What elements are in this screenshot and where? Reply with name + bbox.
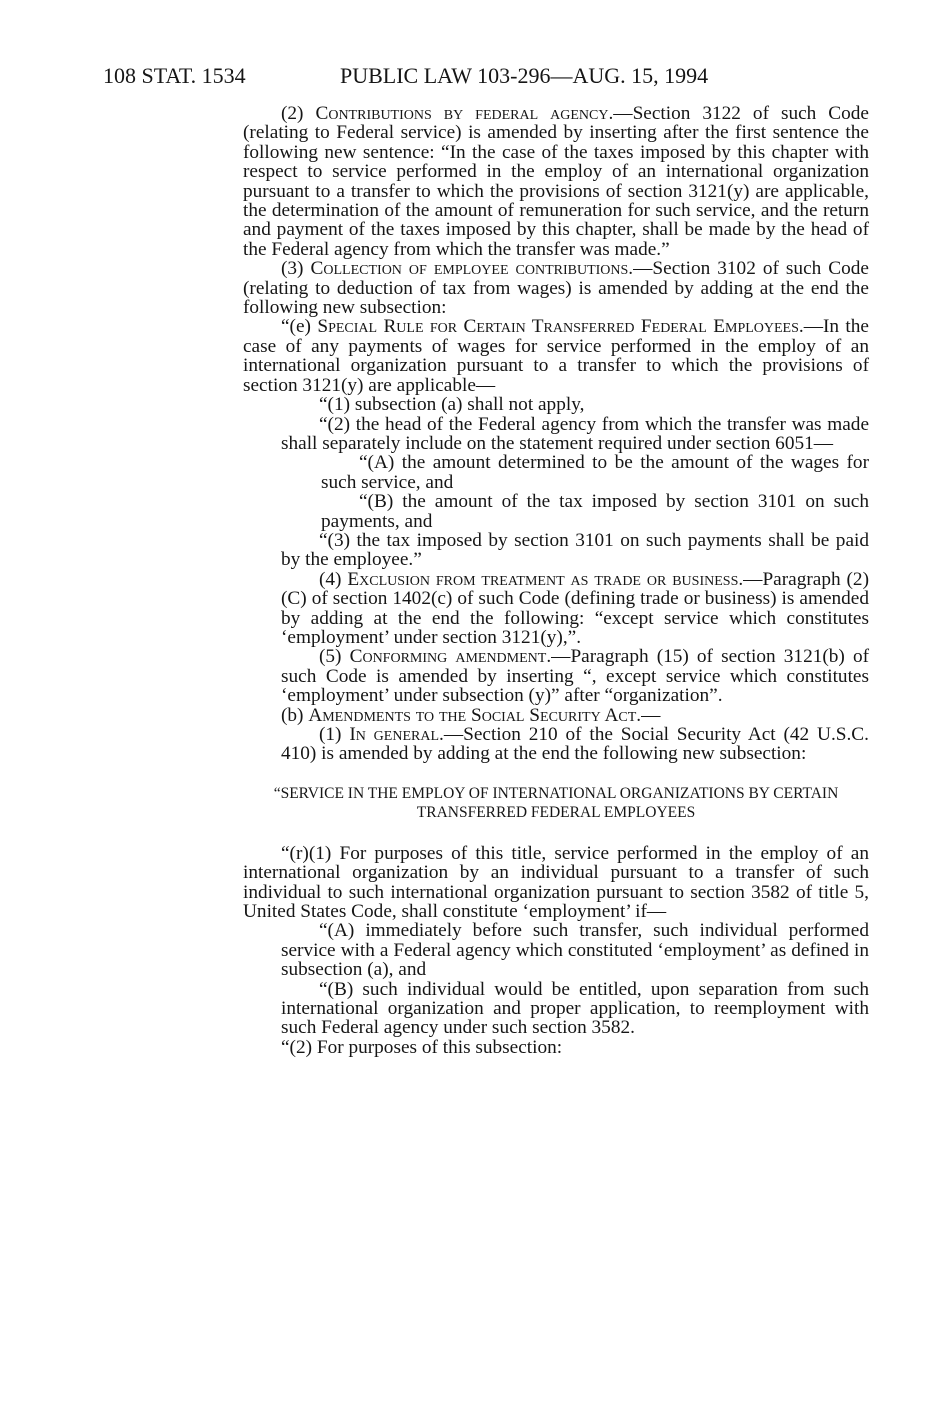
subsection-e-item-1: “(1) subsection (a) shall not apply, xyxy=(319,394,585,416)
subsection-b: (b) Amendments to the Social Security Act.— xyxy=(281,704,661,726)
subsection-r-2: “(2) For purposes of this subsection: xyxy=(281,1036,563,1058)
subsection-r-1: “(r)(1) For purposes of this title, service performed in the employ of an international organization by an individual pursuant to a transfer of such individual to such international organization pursuant to section 3582 of title 5, United States Code, shall constitute ‘employment’ if— xyxy=(243,842,869,923)
paragraph-2: (2) Contributions by federal agency.—Section 3122 of such Code (relating to Federal service) is amended by inserting after the first sentence the following new sentence: “In the case of the taxes imposed by this chapter with respect to service performed in the employ of an international organization pursuant to a transfer to which the provisions of section 3121(y) are applicable, the determination of the amount of remuneration for such service, and the return and payment of the taxes imposed by this chapter, shall be made by the head of the Federal agency from which the transfer was made.” xyxy=(243,103,869,260)
stat-page-reference: 108 STAT. 1534 xyxy=(103,63,246,88)
paragraph-5: (5) Conforming amendment.—Paragraph (15) of section 3121(b) of such Code is amended by inserting “, except service which constitutes ‘employment’ under subsection (y)” after “organization”. xyxy=(281,646,869,707)
paragraph-4: (4) Exclusion from treatment as trade or business.—Paragraph (2)(C) of section 1402(c) of such Code (defining trade or business) is amended by adding at the end the following: “except service which constitutes ‘employment’ under section 3121(y),”. xyxy=(281,568,869,648)
subsection-e: “(e) Special Rule for Certain Transferred Federal Employees.—In the case of any payments of wages for service performed in the employ of an international organization pursuant to a transfer to which the provisions of section 3121(y) are applicable— xyxy=(243,316,869,396)
subsection-r-1A: “(A) immediately before such transfer, such individual performed service with a Federal agency which constituted ‘employment’ as defined in subsection (a), and xyxy=(281,920,869,981)
subsection-e-item-2: “(2) the head of the Federal agency from which the transfer was made shall separately include on the statement required under section 6051— xyxy=(281,413,869,454)
subsection-b-paragraph-1: (1) In general.—Section 210 of the Social Security Act (42 U.S.C. 410) is amended by adding at the end the following new subsection: xyxy=(281,724,869,765)
subsection-e-item-2A: “(A) the amount determined to be the amount of the wages for such service, and xyxy=(321,452,869,493)
subsection-r-1B: “(B) such individual would be entitled, upon separation from such international organization and proper application, to reemployment with such Federal agency under such section 3582. xyxy=(281,978,869,1039)
public-law-title: PUBLIC LAW 103-296—AUG. 15, 1994 xyxy=(340,63,709,88)
section-heading: “SERVICE IN THE EMPLOY OF INTERNATIONAL ORGANIZATIONS BY CERTAIN TRANSFERRED FEDERAL EMPLOYEES xyxy=(273,784,839,821)
document-body xyxy=(243,104,869,1057)
subsection-e-item-3: “(3) the tax imposed by section 3101 on such payments shall be paid by the employee.” xyxy=(281,529,869,571)
subsection-e-item-2B: “(B) the amount of the tax imposed by section 3101 on such payments, and xyxy=(321,491,869,532)
paragraph-3: (3) Collection of employee contributions.—Section 3102 of such Code (relating to deduction of tax from wages) is amended by adding at the end the following new subsection: xyxy=(243,258,869,319)
